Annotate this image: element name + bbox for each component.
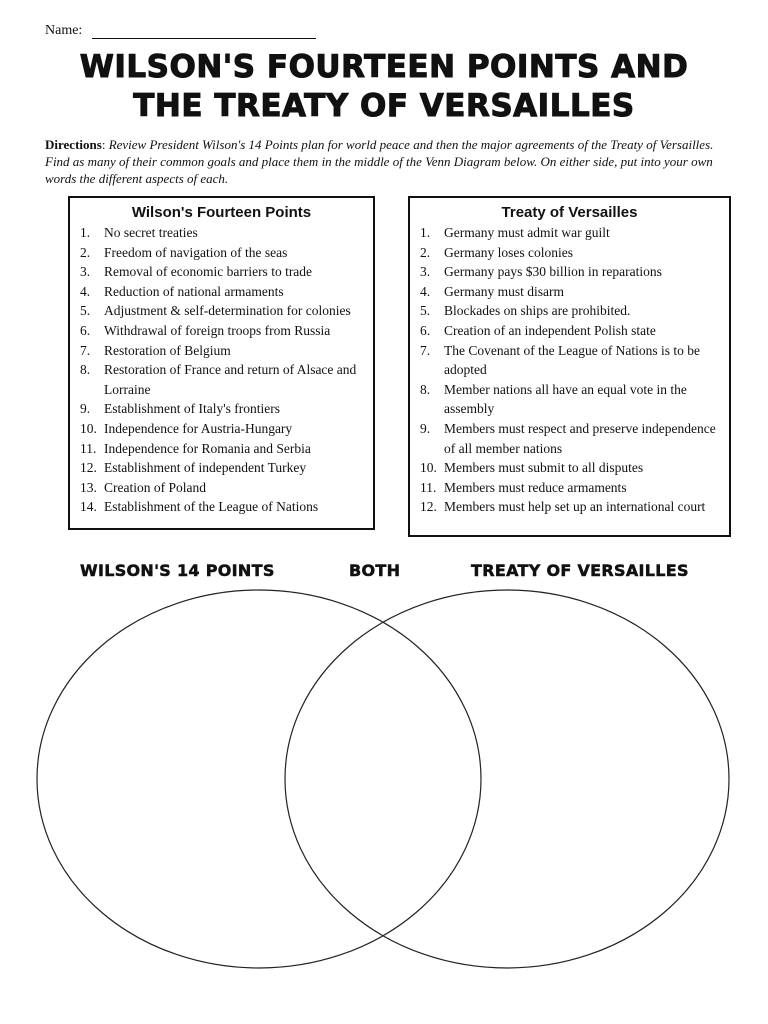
versailles-term-item-text: Members must respect and preserve independence of all member nations — [444, 420, 716, 456]
wilson-point-item-number: 8. — [80, 362, 91, 378]
versailles-term-item-number: 3. — [420, 264, 431, 280]
versailles-term-item-number: 2. — [420, 244, 431, 260]
versailles-term-item-text: Members must help set up an international court — [444, 499, 706, 515]
wilson-point-item-number: 7. — [80, 342, 91, 358]
versailles-term-item-text: Germany must admit war guilt — [444, 225, 610, 240]
versailles-term-item-number: 9. — [420, 420, 431, 436]
wilson-point-item-text: Establishment of independent Turkey — [104, 460, 307, 476]
versailles-term-item-number: 10. — [420, 460, 437, 476]
wilson-point-item-number: 10. — [80, 420, 97, 436]
wilson-point-item-text: Establishment of the League of Nations — [104, 499, 319, 515]
title-line-2: THE TREATY OF VERSAILLES — [133, 88, 635, 124]
versailles-term-item-text: The Covenant of the League of Nations is to be adopted — [444, 342, 701, 378]
name-label: Name: — [45, 23, 83, 38]
directions-label: Directions — [45, 137, 102, 152]
versailles-term-item-number: 4. — [420, 283, 431, 299]
versailles-term-item-text: Members must submit to all disputes — [444, 460, 644, 476]
wilson-point-item-number: 6. — [80, 322, 91, 338]
wilson-box-heading: Wilson's Fourteen Points — [131, 204, 312, 221]
versailles-term-item-number: 6. — [420, 322, 431, 338]
wilson-point-item-text: No secret treaties — [104, 225, 198, 240]
wilson-point-item-number: 4. — [80, 283, 91, 299]
wilson-point-item-text: Establishment of Italy's frontiers — [104, 401, 281, 417]
title-line-1: WILSON'S FOURTEEN POINTS AND — [79, 49, 689, 85]
versailles-term-item-text: Member nations all have an equal vote in the assembly — [444, 381, 687, 417]
wilson-point-item-text: Independence for Romania and Serbia — [104, 440, 311, 456]
wilson-point-item-number: 11. — [80, 440, 97, 456]
wilson-point-item-number: 5. — [80, 303, 91, 319]
wilson-point-item-text: Removal of economic barriers to trade — [104, 264, 313, 280]
wilson-point-item-text: Withdrawal of foreign troops from Russia — [104, 322, 331, 338]
wilson-point-item-text: Reduction of national armaments — [104, 283, 284, 299]
wilson-point-item-number: 1. — [80, 225, 91, 240]
versailles-term-item-text: Germany loses colonies — [444, 244, 573, 260]
versailles-term-item-text: Blockades on ships are prohibited. — [444, 303, 631, 319]
wilson-point-item-text: Adjustment & self-determination for colonies — [104, 303, 351, 319]
venn-right-circle[interactable] — [285, 590, 729, 968]
versailles-term-item-number: 5. — [420, 303, 431, 319]
versailles-term-item-text: Members must reduce armaments — [444, 479, 627, 495]
directions-text: Review President Wilson's 14 Points plan for world peace and then the major agreements of the Treaty of Versailles. Find as many of their common goals and place them in the middle of the Venn Diagram below. On either side, put into your own words the different aspects of each. — [45, 137, 714, 186]
wilson-point-item-number: 3. — [80, 264, 91, 280]
wilson-point-item-text: Creation of Poland — [104, 479, 206, 495]
wilson-point-item-number: 2. — [80, 244, 91, 260]
venn-left-label: WILSON'S 14 POINTS — [80, 561, 275, 580]
wilson-point-item-number: 12. — [80, 460, 97, 476]
versailles-term-item-number: 11. — [420, 479, 437, 495]
wilson-point-item-number: 9. — [80, 401, 91, 417]
directions-paragraph: Directions: Review President Wilson's 14 Points plan for world peace and then the major agreements of the Treaty of Versailles. Find as many of their common goals and place them in the middle of the Venn Diagram below. On either side, put into your own words the different aspects of each. — [45, 137, 714, 186]
venn-right-label: TREATY OF VERSAILLES — [471, 561, 689, 580]
venn-left-circle[interactable] — [37, 590, 481, 968]
wilson-point-item-number: 14. — [80, 499, 97, 515]
wilson-point-item-text: Independence for Austria-Hungary — [104, 420, 293, 436]
versailles-term-item-number: 12. — [420, 499, 437, 515]
wilson-point-item-text: Freedom of navigation of the seas — [104, 244, 288, 260]
versailles-term-item-number: 1. — [420, 225, 431, 240]
versailles-term-item-text: Germany must disarm — [444, 283, 564, 299]
versailles-term-item-text: Creation of an independent Polish state — [444, 322, 656, 338]
versailles-term-item-number: 7. — [420, 342, 431, 358]
wilson-point-item-number: 13. — [80, 479, 97, 495]
wilson-point-item-text: Restoration of Belgium — [104, 342, 231, 358]
venn-middle-label: BOTH — [349, 561, 401, 580]
wilson-point-item-text: Restoration of France and return of Alsace and Lorraine — [104, 362, 357, 397]
versailles-term-item-text: Germany pays $30 billion in reparations — [444, 264, 662, 280]
versailles-term-item-number: 8. — [420, 381, 431, 397]
versailles-box-heading: Treaty of Versailles — [501, 204, 638, 221]
